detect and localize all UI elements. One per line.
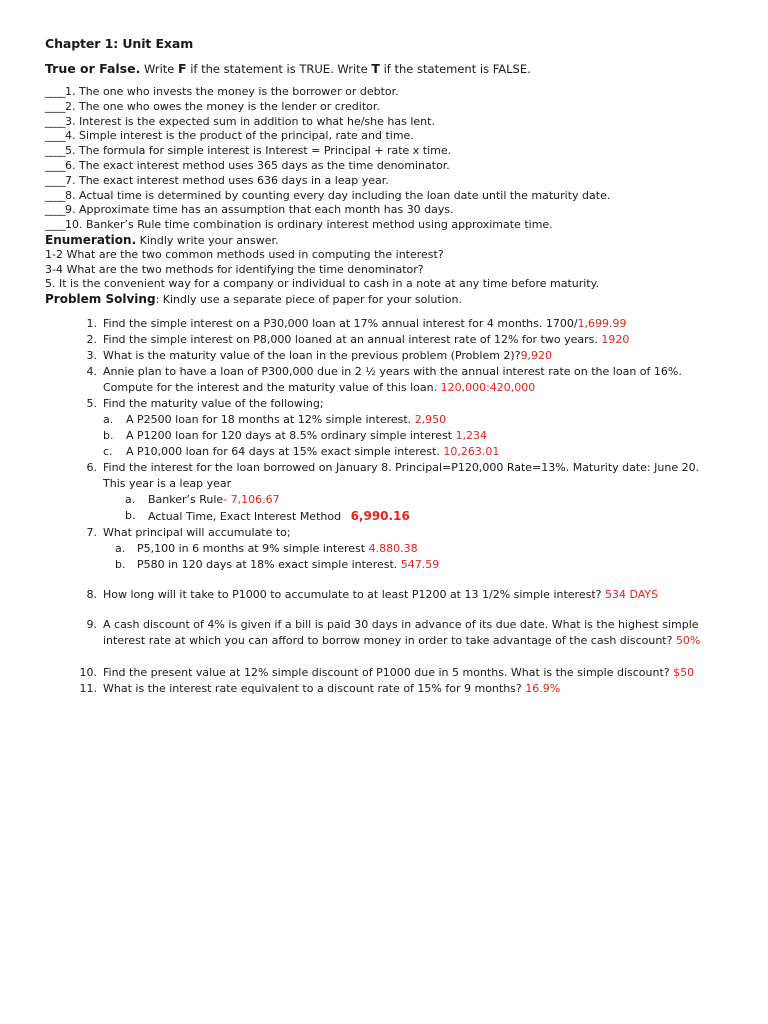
sub-item [45,557,745,573]
problem-number: 8. [86,588,97,601]
answer-blank[interactable]: ____ [45,85,65,98]
problem-number: 10. [79,666,97,679]
answer-blank[interactable]: ____ [45,218,65,232]
problem-answer: 50% [675,634,701,647]
sub-answer: 6,990.16 [350,509,410,523]
page-title: Chapter 1: Unit Exam [45,36,194,51]
problem-solving-instructions: : Kindly use a separate piece of paper for your solution. [155,293,462,307]
sub-text: P580 in 120 days at 18% exact simple interest. [137,558,401,571]
problem-text: Find the present value at 12% simple discount of P1000 due in 5 months. What is the simple discount? [103,666,674,679]
tf-item-text: 2. The one who owes the money is the lender or creditor. [65,99,380,113]
tf-item [45,203,745,218]
sub-answer: - 7,106.67 [223,493,280,506]
sub-letter: b. [125,509,136,522]
problem-item [45,396,745,412]
tf-item-text: 1. The one who invests the money is the borrower or debtor. [65,85,399,98]
problem-item [45,364,745,396]
problem-text: How long will it take to P1000 to accumulate to at least P1200 at 13 1/2% simple interest? [103,588,605,601]
sub-text: P5,100 in 6 months at 9% simple interest [137,542,369,555]
tf-item-text: 3. Interest is the expected sum in addition to what he/she has lent. [65,114,435,128]
sub-item [45,541,745,557]
problem-number: 7. [86,526,97,539]
problem-number: 4. [86,365,97,378]
sub-item [45,508,745,525]
tf-item-text: 4. Simple interest is the product of the principal, rate and time. [65,129,414,143]
sub-answer: 1,234 [455,429,488,442]
enumeration-item: 3-4 What are the two methods for identifying the time denominator? [45,262,424,276]
problem-item [45,665,745,681]
tf-item-text: 10. Banker’s Rule time combination is ordinary interest method using approximate time. [65,218,553,232]
tf-item-text: 9. Approximate time has an assumption that each month has 30 days. [65,203,454,217]
sub-letter: a. [115,542,126,555]
sub-text: Banker’s Rule [148,493,224,506]
problem-answer: 1,699.99 [577,317,627,330]
sub-item [45,492,745,508]
problem-item [45,681,745,697]
sub-text: Actual Time, Exact Interest Method [148,510,345,523]
sub-text: A P2500 loan for 18 months at 12% simple interest. [126,413,415,426]
tf-item [45,218,745,233]
problem-answer: 1920 [601,333,630,346]
problem-text: What is the interest rate equivalent to a discount rate of 15% for 9 months? [103,682,526,695]
problem-number: 5. [86,397,97,410]
problem-item [45,348,745,364]
tf-item [45,115,745,130]
problem-text: What principal will accumulate to; [103,526,291,539]
enumeration-section [45,233,745,307]
answer-blank[interactable]: ____ [45,144,65,158]
tf-item [45,129,745,144]
enumeration-item: 5. It is the convenient way for a company or individual to cash in a note at any time before maturity. [45,277,600,291]
tf-item-text: 5. The formula for simple interest is Interest = Principal + rate x time. [65,144,452,158]
letter-f: F [178,61,187,76]
problem-text: Find the simple interest on a P30,000 loan at 17% annual interest for 4 months. 1700/ [103,317,578,330]
sub-item [45,428,745,444]
problem-answer: $50 [673,666,695,679]
problem-solving-heading: Problem Solving [45,292,156,307]
problem-number: 3. [86,349,97,362]
problem-list [45,316,745,697]
sub-letter: a. [125,493,136,506]
problem-item [45,316,745,332]
tf-item-text: 6. The exact interest method uses 365 days as the time denominator. [65,158,450,172]
sub-answer: 547.59 [400,558,440,571]
tf-item-text: 7. The exact interest method uses 636 days in a leap year. [65,173,389,187]
sub-answer: 4.880.38 [368,542,418,555]
enumeration-item: 1-2 What are the two common methods used in computing the interest? [45,247,444,261]
problem-answer: 9,920 [520,349,553,362]
sub-letter: c. [103,445,113,458]
enumeration-instructions: Kindly write your answer. [136,234,279,247]
sub-answer: 2,950 [414,413,447,426]
problem-solving-heading-line [45,292,745,307]
sub-text: A P10,000 loan for 64 days at 15% exact simple interest. [126,445,444,458]
true-false-list [45,85,745,233]
tf-item [45,100,745,115]
enumeration-heading: Enumeration. [45,233,137,247]
tf-item [45,189,745,204]
sub-letter: b. [115,558,126,571]
problem-item [45,460,745,492]
problem-number: 1. [86,317,97,330]
answer-blank[interactable]: ____ [45,129,65,143]
instr-part-3: if the statement is FALSE. [379,62,531,76]
answer-blank[interactable]: ____ [45,158,65,172]
sub-answer: 10,263.01 [443,445,500,458]
sub-item [45,412,745,428]
sub-text: A P1200 loan for 120 days at 8.5% ordinary simple interest [126,429,456,442]
instr-part-1: Write [140,62,179,76]
letter-t: T [371,61,380,76]
problem-text: Find the interest for the loan borrowed on January 8. Principal=P120,000 Rate=13%. Maturity date: June 20. This year is a leap year [103,461,700,490]
problem-item [45,332,745,348]
problem-answer: 534 DAYS [604,588,659,601]
tf-item [45,159,745,174]
answer-blank[interactable]: ____ [45,114,65,128]
answer-blank[interactable]: ____ [45,173,65,187]
problem-text: Find the simple interest on P8,000 loaned at an annual interest rate of 12% for two years. [103,333,602,346]
enumeration-heading-line [45,233,745,248]
problem-item [45,617,745,649]
problem-text: What is the maturity value of the loan in the previous problem (Problem 2)? [103,349,521,362]
sub-letter: b. [103,429,114,442]
problem-item [45,525,745,541]
problem-number: 11. [79,682,97,695]
instr-part-2: if the statement is TRUE. Write [186,62,372,76]
true-false-instructions [45,61,531,76]
tf-item [45,85,745,100]
answer-blank[interactable]: ____ [45,99,65,113]
problem-text: Annie plan to have a loan of P300,000 due in 2 ½ years with the annual interest rate on the loan of 16%. Compute for the interest and the maturity value of this loan. [103,365,682,394]
sub-letter: a. [103,413,114,426]
problem-text: A cash discount of 4% is given if a bill is paid 30 days in advance of its due date. What is the highest simple interest rate at which you can afford to borrow money in order to take advantage of the cash discount? [103,618,699,647]
answer-blank[interactable]: ____ [45,188,65,202]
tf-item [45,174,745,189]
tf-item [45,144,745,159]
problem-answer: 16.9% [525,682,561,695]
tf-item-text: 8. Actual time is determined by counting every day including the loan date until the maturity date. [65,188,611,202]
true-false-heading: True or False. [45,61,141,76]
problem-number: 6. [86,461,97,474]
problem-item [45,587,745,603]
problem-number: 2. [86,333,97,346]
problem-text: Find the maturity value of the following; [103,397,324,410]
problem-number: 9. [86,618,97,631]
problem-answer: 120,000:420,000 [440,381,536,394]
answer-blank[interactable]: ____ [45,203,65,217]
sub-item [45,444,745,460]
